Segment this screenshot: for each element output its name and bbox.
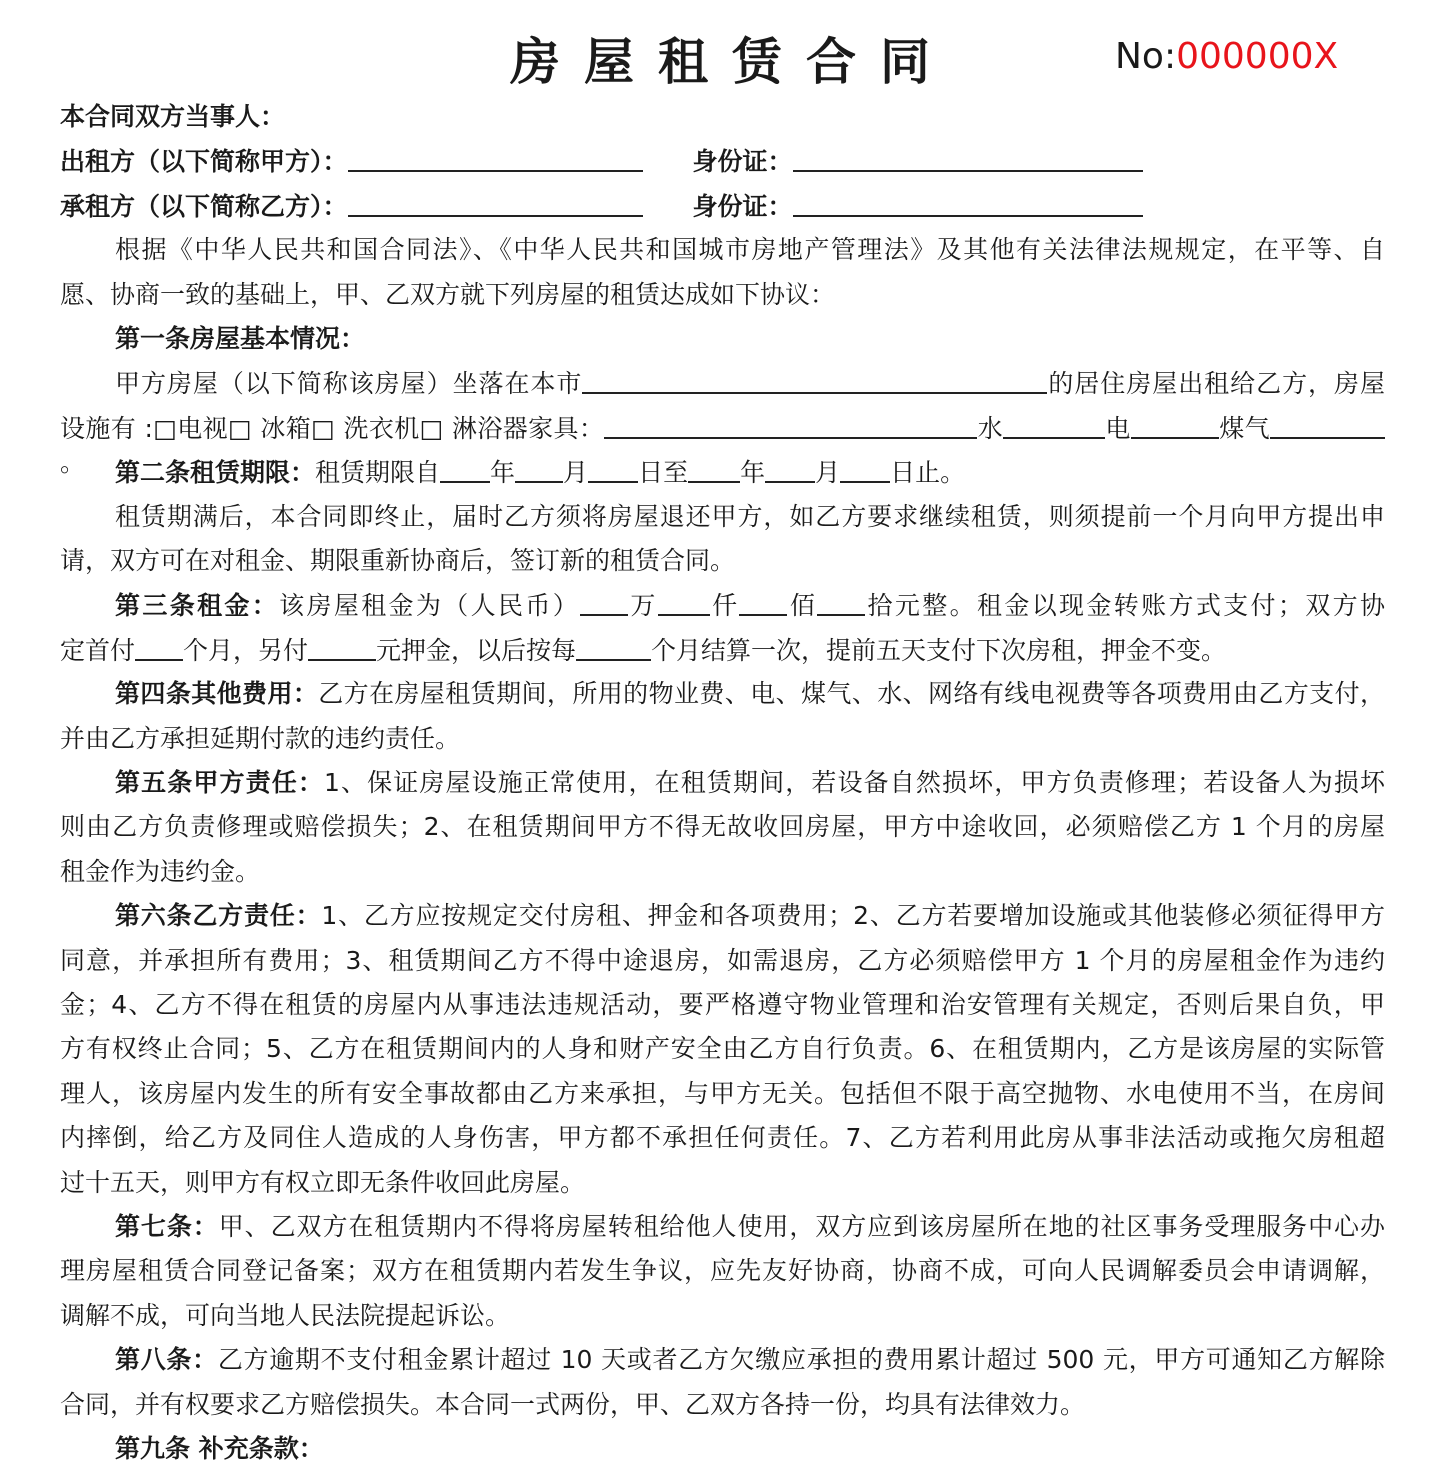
document-line bbox=[115, 588, 1385, 623]
body-text: 方有权终止合同；5、乙方在租赁期间内的人身和财产安全由乙方自行负责。6、在租赁期内，乙方是该房屋的实际管 bbox=[60, 1034, 1385, 1064]
body-text: 1、乙方应按规定交付房租、押金和各项费用；2、乙方若要增加设施或其他装修必须征得甲方 bbox=[321, 901, 1385, 931]
document-line bbox=[60, 144, 1385, 179]
clause-heading: 第六条乙方责任： bbox=[115, 901, 322, 931]
clause-heading: 第九条 补充条款： bbox=[115, 1434, 324, 1463]
fill-in-blank[interactable] bbox=[840, 455, 890, 483]
fill-in-blank[interactable] bbox=[440, 455, 490, 483]
body-text: 乙方在房屋租赁期间，所用的物业费、电、煤气、水、网络有线电视费等各项费用由乙方支付， bbox=[318, 679, 1385, 709]
body-text: 月 bbox=[563, 458, 589, 488]
body-text: 甲方房屋（以下简称该房屋）坐落在本市 bbox=[115, 369, 583, 399]
clause-heading: 第七条： bbox=[115, 1212, 219, 1241]
body-text: 年 bbox=[490, 458, 516, 488]
clause-heading: 身份证： bbox=[692, 147, 793, 177]
document-line bbox=[60, 944, 1385, 978]
page-title: 房屋租赁合同 bbox=[510, 32, 954, 91]
document-line bbox=[60, 544, 1385, 578]
body-text: 同意，并承担所有费用；3、租赁期间乙方不得中途退房，如需退房，乙方必须赔偿甲方 1 个月的房屋租金作为违约 bbox=[60, 945, 1385, 975]
fill-in-blank[interactable] bbox=[348, 144, 643, 172]
body-text: 日止。 bbox=[890, 458, 966, 488]
body-text: 。 bbox=[60, 447, 86, 477]
fill-in-blank[interactable] bbox=[1003, 411, 1105, 439]
body-text: 万 bbox=[628, 591, 658, 621]
body-text: 定首付 bbox=[60, 635, 136, 665]
contract-number-value: 000000X bbox=[1176, 36, 1339, 77]
document-line bbox=[60, 722, 1385, 756]
body-text: 金；4、乙方不得在租赁的房屋内从事违法违规活动，要严格遵守物业管理和治安管理有关规定，否则后果自负，甲 bbox=[60, 990, 1385, 1019]
fill-in-blank[interactable] bbox=[604, 411, 977, 439]
document-line bbox=[115, 366, 1385, 401]
body-text: 过十五天，则甲方有权立即无条件收回此房屋。 bbox=[60, 1167, 586, 1197]
body-text: 电 bbox=[1105, 413, 1131, 443]
clause-heading: 第八条： bbox=[115, 1345, 218, 1375]
clause-heading: 第五条甲方责任： bbox=[115, 768, 325, 797]
body-text: 则由乙方负责修理或赔偿损失；2、在租赁期间甲方不得无故收回房屋，甲方中途收回，必须赔偿乙方 1 个月的房屋 bbox=[60, 812, 1385, 842]
document-line bbox=[60, 1077, 1385, 1111]
body-text: 的居住房屋出租给乙方，房屋 bbox=[1047, 369, 1385, 399]
body-text: 合同，并有权要求乙方赔偿损失。本合同一式两份，甲、乙双方各持一份，均具有法律效力。 bbox=[60, 1389, 1086, 1419]
document-line bbox=[60, 855, 1385, 889]
body-text: 1、保证房屋设施正常使用，在租赁期间，若设备自然损坏，甲方负责修理；若设备人为损坏 bbox=[324, 768, 1385, 797]
body-text: 该房屋租金为（人民币） bbox=[279, 591, 581, 621]
fill-in-blank[interactable] bbox=[793, 144, 1143, 172]
document-line bbox=[60, 1121, 1385, 1155]
body-text: 水 bbox=[977, 413, 1004, 443]
body-text: 乙方逾期不支付租金累计超过 10 天或者乙方欠缴应承担的费用累计超过 500 元，甲方可通知乙方解除 bbox=[217, 1345, 1385, 1375]
body-text: 甲、乙双方在租赁期内不得将房屋转租给他人使用，双方应到该房屋所在地的社区事务受理服务中心办 bbox=[218, 1212, 1385, 1241]
body-text: 根据《中华人民共和国合同法》、《中华人民共和国城市房地产管理法》及其他有关法律法规规定，在平等、自 bbox=[115, 235, 1385, 265]
document-line bbox=[60, 1032, 1385, 1066]
body-text: 租赁期限自 bbox=[315, 458, 441, 488]
body-text: 日至 bbox=[638, 458, 689, 488]
body-text: 租赁期满后，本合同即终止，届时乙方须将房屋退还甲方，如乙方要求继续租赁，则须提前一个月向甲方提出申 bbox=[115, 501, 1385, 531]
body-text: 内摔倒，给乙方及同住人造成的人身伤害，甲方都不承担任何责任。7、乙方若利用此房从事非法活动或拖欠房租超 bbox=[60, 1123, 1385, 1153]
document-line bbox=[115, 322, 1385, 356]
document-line bbox=[115, 899, 1385, 933]
document-line bbox=[60, 810, 1385, 844]
fill-in-blank[interactable] bbox=[688, 455, 740, 483]
body-text: 拾元整。租金以现金转账方式支付；双方协 bbox=[865, 591, 1385, 621]
body-text: 个月结算一次，提前五天支付下次房租，押金不变。 bbox=[651, 635, 1227, 665]
document-line bbox=[60, 988, 1385, 1022]
document-line bbox=[60, 100, 1385, 134]
fill-in-blank[interactable] bbox=[1270, 411, 1385, 439]
body-text: 理人，该房屋内发生的所有安全事故都由乙方来承担，与甲方无关。包括但不限于高空抛物、水电使用不当，在房间 bbox=[60, 1078, 1385, 1108]
document-line bbox=[115, 233, 1385, 267]
document-line bbox=[115, 677, 1385, 711]
document-line bbox=[115, 1210, 1385, 1244]
contract-number-label: No: bbox=[1115, 36, 1177, 77]
clause-heading: 承租方（以下简称乙方）： bbox=[60, 191, 348, 221]
fill-in-blank[interactable] bbox=[515, 455, 563, 483]
fill-in-blank[interactable] bbox=[576, 633, 651, 661]
fill-in-blank[interactable] bbox=[588, 455, 638, 483]
document-line bbox=[60, 633, 1385, 668]
clause-heading: 第二条租赁期限： bbox=[115, 458, 316, 488]
document-line bbox=[115, 1343, 1385, 1377]
clause-heading: 第四条其他费用： bbox=[115, 679, 319, 709]
body-text: 租金作为违约金。 bbox=[60, 856, 261, 886]
document-line bbox=[115, 1432, 1385, 1466]
document-line bbox=[60, 1388, 1385, 1422]
clause-heading: 出租方（以下简称甲方）： bbox=[60, 147, 348, 177]
body-text: 调解不成，可向当地人民法院提起诉讼。 bbox=[60, 1300, 511, 1330]
document-line bbox=[115, 500, 1385, 534]
document-line bbox=[60, 1299, 1385, 1333]
body-text: 请，双方可在对租金、期限重新协商后，签订新的租赁合同。 bbox=[60, 546, 736, 575]
document-line bbox=[60, 189, 1385, 224]
body-text: 佰 bbox=[787, 591, 818, 621]
clause-heading: 第一条房屋基本情况： bbox=[115, 324, 366, 353]
fill-in-blank[interactable] bbox=[308, 633, 376, 661]
document-line bbox=[60, 1166, 1385, 1200]
body-text: 月 bbox=[815, 458, 841, 488]
document-line bbox=[60, 1254, 1385, 1288]
fill-in-blank[interactable] bbox=[793, 189, 1143, 217]
body-text: 煤气 bbox=[1218, 413, 1270, 443]
clause-heading: 身份证： bbox=[692, 191, 793, 221]
body-text: 年 bbox=[740, 458, 766, 488]
body-text: 理房屋租赁合同登记备案；双方在租赁期内若发生争议，应先友好协商，协商不成，可向人民调解委员会申请调解， bbox=[60, 1256, 1385, 1286]
document-line bbox=[115, 455, 1385, 490]
clause-heading: 第三条租金： bbox=[115, 591, 280, 621]
body-text: 设施有 :□电视□ 冰箱□ 洗衣机□ 淋浴器家具： bbox=[60, 413, 605, 443]
fill-in-blank[interactable] bbox=[817, 588, 865, 616]
body-text: 并由乙方承担延期付款的违约责任。 bbox=[60, 723, 461, 753]
fill-in-blank[interactable] bbox=[580, 588, 628, 616]
fill-in-blank[interactable] bbox=[348, 189, 643, 217]
contract-number bbox=[1115, 36, 1338, 77]
clause-heading: 本合同双方当事人： bbox=[60, 102, 286, 131]
body-text: 仟 bbox=[709, 591, 740, 621]
fill-in-blank[interactable] bbox=[1131, 411, 1219, 439]
fill-in-blank[interactable] bbox=[582, 366, 1047, 394]
fill-in-blank[interactable] bbox=[135, 633, 183, 661]
fill-in-blank[interactable] bbox=[765, 455, 815, 483]
body-text: 个月，另付 bbox=[183, 635, 309, 665]
fill-in-blank[interactable] bbox=[739, 588, 787, 616]
fill-in-blank[interactable] bbox=[658, 588, 710, 616]
body-text: 元押金，以后按每 bbox=[376, 635, 577, 665]
document-line bbox=[115, 766, 1385, 800]
body-text: 愿、协商一致的基础上，甲、乙双方就下列房屋的租赁达成如下协议： bbox=[60, 279, 836, 309]
document-line bbox=[60, 278, 1385, 312]
